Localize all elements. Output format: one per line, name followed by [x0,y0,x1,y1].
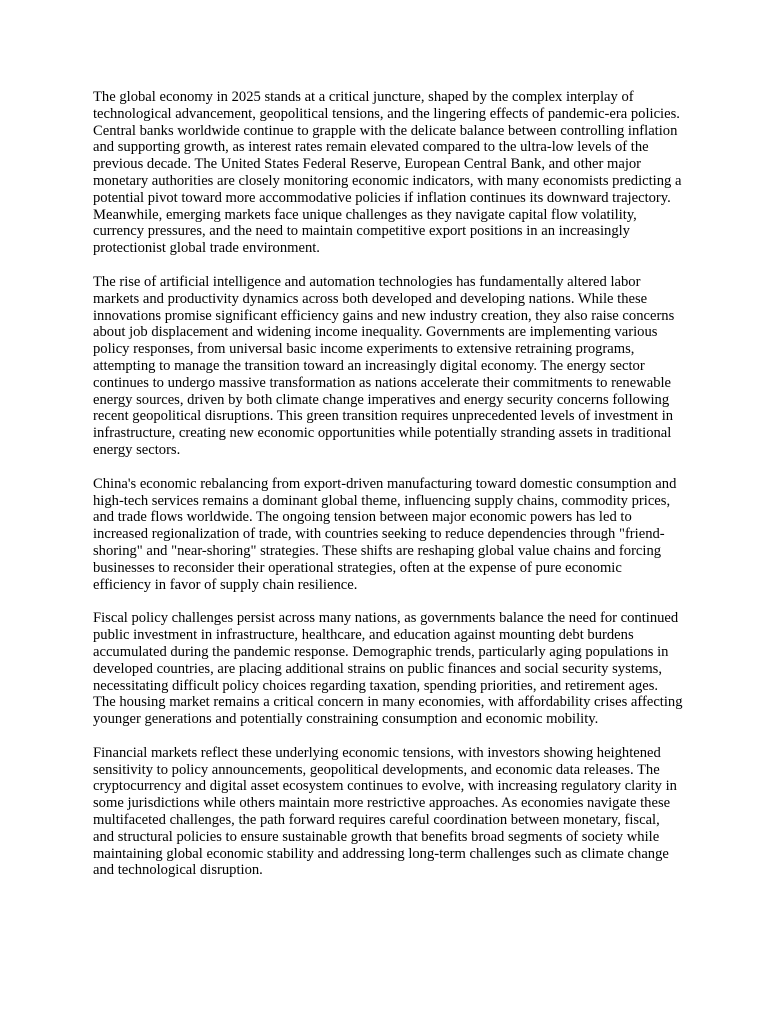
paragraph-1: The global economy in 2025 stands at a critical juncture, shaped by the complex interplay of technological advancement, geopolitical tensions, and the lingering effects of pandemic-era policies. Central banks worldwide continue to grapple with the delicate balance between controlling inflation and supporting growth, as interest rates remain elevated compared to the ultra-low levels of the previous decade. The United States Federal Reserve, European Central Bank, and other major monetary authorities are closely monitoring economic indicators, with many economists predicting a potential pivot toward more accommodative policies if inflation continues its downward trajectory. Meanwhile, emerging markets face unique challenges as they navigate capital flow volatility, currency pressures, and the need to maintain competitive export positions in an increasingly protectionist global trade environment. [93,89,682,257]
document-body [93,89,683,896]
paragraph-4: Fiscal policy challenges persist across many nations, as governments balance the need for continued public investment in infrastructure, healthcare, and education against mounting debt burdens accumulated during the pandemic response. Demographic trends, particularly aging populations in developed countries, are placing additional strains on public finances and social security systems, necessitating difficult policy choices regarding taxation, spending priorities, and retirement ages. The housing market remains a critical concern in many economies, with affordability crises affecting younger generations and potentially constraining consumption and economic mobility. [93,610,683,728]
paragraph-5: Financial markets reflect these underlying economic tensions, with investors showing heightened sensitivity to policy announcements, geopolitical developments, and economic data releases. The cryptocurrency and digital asset ecosystem continues to evolve, with increasing regulatory clarity in some jurisdictions while others maintain more restrictive approaches. As economies navigate these multifaceted challenges, the path forward requires careful coordination between monetary, fiscal, and structural policies to ensure sustainable growth that benefits broad segments of society while maintaining global economic stability and addressing long-term challenges such as climate change and technological disruption. [93,744,677,879]
paragraph-2: The rise of artificial intelligence and automation technologies has fundamentally altered labor markets and productivity dynamics across both developed and developing nations. While these innovations promise significant efficiency gains and new industry creation, they also raise concerns about job displacement and widening income inequality. Governments are implementing various policy responses, from universal basic income experiments to extensive retraining programs, attempting to manage the transition toward an increasingly digital economy. The energy sector continues to undergo massive transformation as nations accelerate their commitments to renewable energy sources, driven by both climate change imperatives and energy security concerns following recent geopolitical disruptions. This green transition requires unprecedented levels of investment in infrastructure, creating new economic opportunities while potentially stranding assets in traditional energy sectors. [93,273,675,458]
paragraph-3: China's economic rebalancing from export-driven manufacturing toward domestic consumption and high-tech services remains a dominant global theme, influencing supply chains, commodity prices, and trade flows worldwide. The ongoing tension between major economic powers has led to increased regionalization of trade, with countries seeking to reduce dependencies through "friend-shoring" and "near-shoring" strategies. These shifts are reshaping global value chains and forcing businesses to reconsider their operational strategies, often at the expense of pure economic efficiency in favor of supply chain resilience. [93,475,677,593]
